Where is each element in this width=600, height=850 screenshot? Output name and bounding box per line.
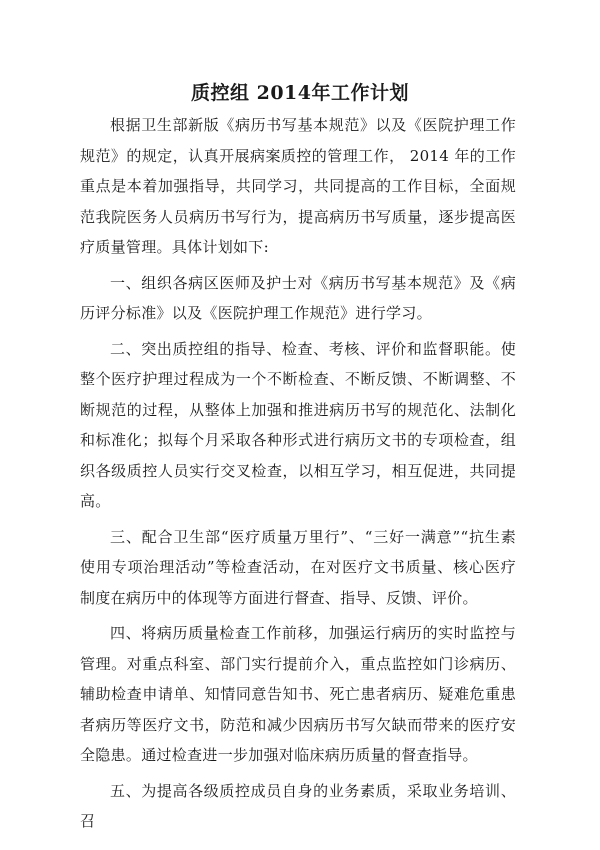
paragraph-item-4: 四、将病历质量检查工作前移，加强运行病历的实时监控与管理。对重点科室、部门实行提前介入，重点监控如门诊病历、辅助检查申请单、知情同意告知书、死亡患者病历、疑难危重患者病历等医疗文书，防范和减少因病历书写欠缺而带来的医疗安全隐患。通过检查进一步加强对临床病历质量的督查指导。 (80, 624, 516, 764)
paragraph-item-2: 二、突出质控组的指导、检查、考核、评价和监督职能。使整个医疗护理过程成为一个不断检查、不断反馈、不断调整、不断规范的过程，从整体上加强和推进病历书写的规范化、法制化和标准化；拟每个月采取各种形式进行病历文书的专项检查，组织各级质控人员实行交叉检查，以相互学习，相互促进，共同提高。 (80, 339, 516, 510)
paragraph-intro: 根据卫生部新版《病历书写基本规范》以及《医院护理工作规范》的规定，认真开展病案质控的管理工作， 2014 年的工作重点是本着加强指导，共同学习，共同提高的工作目标，全面规范我院医务人员病历书写行为，提高病历书写质量，逐步提高医疗质量管理。具体计划如下: (80, 116, 516, 256)
document-body (80, 110, 516, 842)
paragraph-item-1: 一、组织各病区医师及护士对《病历书写基本规范》及《病历评分标准》以及《医院护理工作规范》进行学习。 (80, 273, 516, 322)
paragraph-item-3: 三、配合卫生部“医疗质量万里行”、“三好一满意”“抗生素使用专项治理活动”等检查活动，在对医疗文书质量、核心医疗制度在病历中的体现等方面进行督查、指导、反馈、评价。 (80, 527, 516, 607)
document-title: 质控组 2014年工作计划 (191, 82, 409, 104)
paragraph-item-5: 五、为提高各级质控成员自身的业务素质，采取业务培训、召 (80, 781, 516, 830)
